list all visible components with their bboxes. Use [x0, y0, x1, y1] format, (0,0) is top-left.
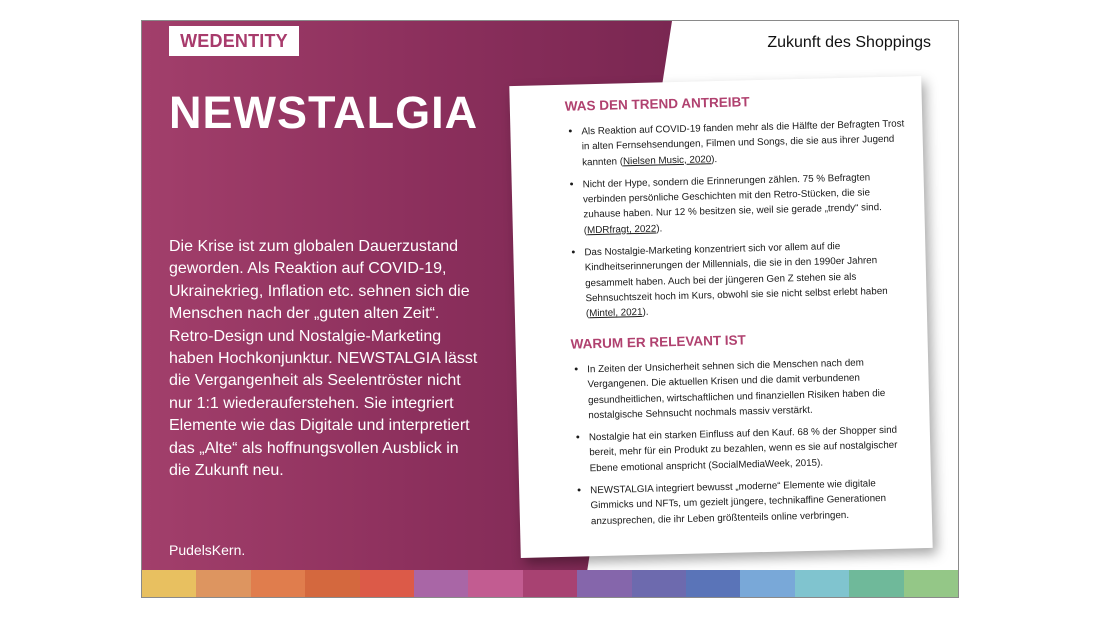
- color-swatch: [305, 570, 359, 597]
- source-link[interactable]: MDRfragt, 2022: [586, 223, 657, 237]
- pudelskern-logo: PudelsKern.: [169, 542, 246, 558]
- item-text: In Zeiten der Unsicherheit sehnen sich die Menschen nach dem Vergangenen. Die aktuellen Krisen und die damit verbundenen gesundheitlichen, wirtschaftlichen und finanziellen Risiken haben die nostalgische Sehnsucht nochmals massiv verstärkt.: [587, 357, 886, 422]
- item-text-end: ).: [642, 307, 649, 319]
- topic-title: Zukunft des Shoppings: [767, 34, 931, 51]
- color-swatch: [196, 570, 250, 597]
- item-text: Nicht der Hype, sondern die Erinnerungen zählen. 75 % Befragten verbinden persönliche Geschichten mit den Retro-Stücken, die sie zuhause haben. Nur 12 % besitzen sie, weil sie gerade „trendy“ sind. (: [582, 172, 882, 237]
- color-swatch: [904, 570, 958, 597]
- color-swatch: [251, 570, 305, 597]
- source-link[interactable]: Mintel, 2021: [589, 307, 643, 320]
- drivers-list: [565, 116, 910, 329]
- color-swatch: [414, 570, 468, 597]
- item-text: Das Nostalgie-Marketing konzentriert sich vor allem auf die Kindheitserinnerungen der Millennials, die sie in den 1990er Jahren gesammelt haben. Auch bei der jüngeren Gen Z stehen sie als Sehnsuchtszeit hoch im Kurs, obwohl sie sie nicht selbst erlebt haben (: [584, 241, 888, 320]
- source-link[interactable]: Nielsen Music, 2020: [622, 153, 712, 167]
- item-text: Als Reaktion auf COVID-19 fanden mehr als die Hälfte der Befragten Trost in alten Fernsehsendungen, Filmen und Songs, die sie aus ihrer Jugend kannten (: [581, 118, 905, 168]
- item-text-end: ).: [656, 223, 663, 235]
- color-swatch: [795, 570, 849, 597]
- list-item: [567, 169, 908, 238]
- slide: [141, 20, 959, 598]
- brand-tag: WEDENTITY: [169, 26, 299, 56]
- intro-text: Die Krise ist zum globalen Dauerzustand geworden. Als Reaktion auf COVID-19, Ukrainekrieg, Inflation etc. sehnen sich die Menschen nach der „guten alten Zeit“. Retro-Design und Nostalgie-Marketing haben Hochkonjunktur. NEWSTALGIA lässt die Vergangenheit als Seelentröster nicht nur 1:1 wiederauferstehen. Sie integriert Elemente wie das Digitale und interpretiert das „Alte“ als hoffnungsvollen Ausblick in die Zukunft neu.: [169, 238, 478, 480]
- color-swatch: [632, 570, 686, 597]
- drivers-title: WAS DEN TREND ANTREIBT: [564, 94, 750, 114]
- color-swatch: [686, 570, 740, 597]
- color-swatch: [360, 570, 414, 597]
- list-item: [571, 354, 912, 423]
- color-swatch: [468, 570, 522, 597]
- item-text-end: ).: [711, 153, 718, 165]
- list-item: [574, 475, 915, 529]
- color-swatch: [740, 570, 794, 597]
- list-item: [573, 423, 914, 477]
- info-card: [509, 76, 932, 558]
- relevance-title: WARUM ER RELEVANT IST: [570, 332, 747, 352]
- color-swatch: [523, 570, 577, 597]
- color-strip: [142, 570, 958, 597]
- relevance-list: [571, 354, 915, 536]
- headline: NEWSTALGIA: [169, 87, 479, 138]
- color-swatch: [142, 570, 196, 597]
- item-text: Nostalgie hat ein starken Einfluss auf den Kauf. 68 % der Shopper sind bereit, mehr für ein Produkt zu bezahlen, wenn es sie auf nostalgischer Ebene emotional anspricht (SocialMediaWeek, 2015).: [588, 424, 898, 475]
- color-swatch: [849, 570, 903, 597]
- color-swatch: [577, 570, 631, 597]
- list-item: [565, 116, 906, 170]
- list-item: [568, 237, 910, 322]
- item-text: NEWSTALGIA integriert bewusst „moderne“ Elemente wie digitale Gimmicks und NFTs, um gezielt jüngere, technikaffine Generationen anzusprechen, die ihr Leben größtenteils online verbringen.: [590, 478, 887, 527]
